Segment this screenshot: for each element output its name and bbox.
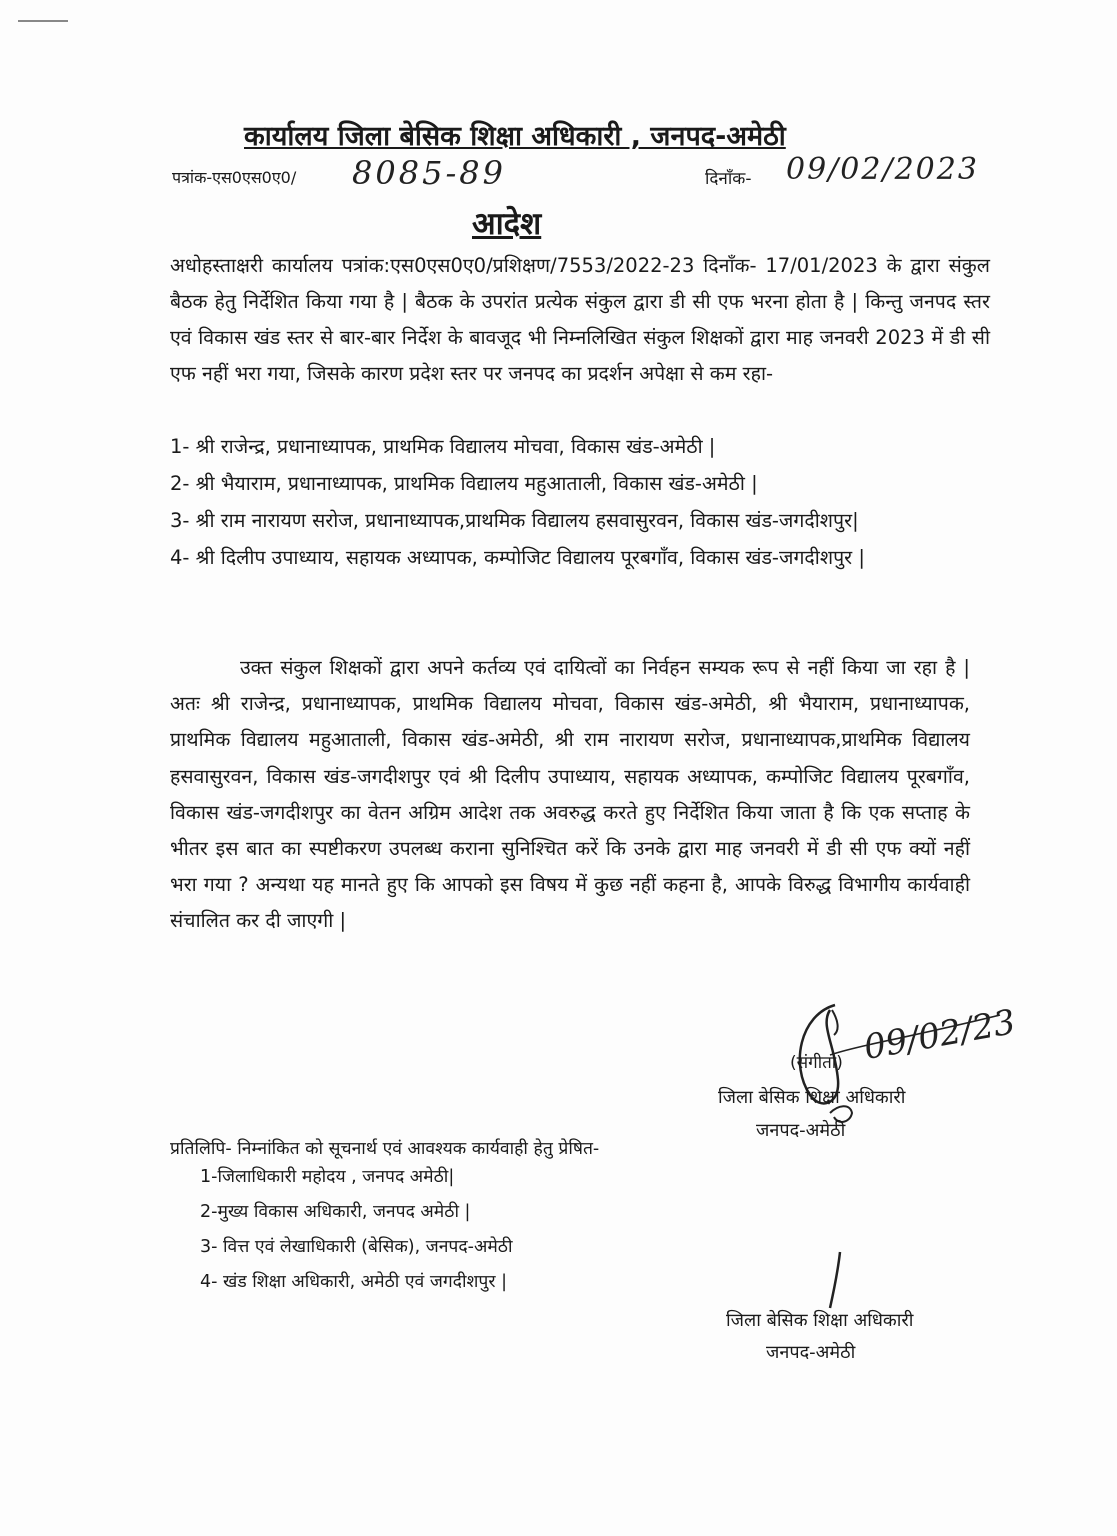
copy-recipient: 3- वित्त एवं लेखाधिकारी (बेसिक), जनपद-अमेठी <box>200 1237 513 1257</box>
signatory-name: (संगीता) <box>790 1053 843 1073</box>
copy-recipient-list <box>200 1160 513 1300</box>
office-title: कार्यालय जिला बेसिक शिक्षा अधिकारी , जनपद-अमेठी <box>244 121 786 152</box>
letter-number-value: 8085-89 <box>352 154 506 192</box>
teacher-item: 2- श्री भैयाराम, प्रधानाध्यापक, प्राथमिक विद्यालय महुआताली, विकास खंड-अमेठी | <box>170 472 758 495</box>
initial-stroke <box>826 1250 846 1310</box>
letter-number-label: पत्रांक-एस0एस0ए0/ <box>172 168 297 187</box>
teacher-item: 4- श्री दिलीप उपाध्याय, सहायक अध्यापक, कम्पोजिट विद्यालय पूरबगाँव, विकास खंड-जगदीशपुर | <box>170 546 865 569</box>
body-paragraph-1: अधोहस्ताक्षरी कार्यालय पत्रांक:एस0एस0ए0/प्रशिक्षण/7553/2022-23 दिनाँक- 17/01/2023 के द्वारा संकुल बैठक हेतु निर्देशित किया गया है | बैठक के उपरांत प्रत्येक संकुल द्वारा डी सी एफ भरना होता है | किन्तु जनपद स्तर एवं विकास खंड स्तर से बार-बार निर्देश के बावजूद भी निम्नलिखित संकुल शिक्षकों द्वारा माह जनवरी 2023 में डी सी एफ नहीं भरा गया, जिसके कारण प्रदेश स्तर पर जनपद का प्रदर्शन अपेक्षा से कम रहा- <box>170 254 990 385</box>
teacher-list <box>170 428 990 576</box>
date-label: दिनाँक- <box>705 169 752 189</box>
copy-recipient: 4- खंड शिक्षा अधिकारी, अमेठी एवं जगदीशपुर | <box>200 1272 507 1292</box>
copy-recipient: 1-जिलाधिकारी महोदय , जनपद अमेठी| <box>200 1167 455 1187</box>
teacher-item: 3- श्री राम नारायण सरोज, प्रधानाध्यापक,प्राथमिक विद्यालय हसवासुरवन, विकास खंड-जगदीशपुर| <box>170 509 859 532</box>
signature-date: 09/02/23 <box>861 1002 1019 1068</box>
date-value: 09/02/2023 <box>786 152 979 187</box>
order-heading: आदेश <box>472 206 542 242</box>
signatory-district: जनपद-अमेठी <box>756 1120 846 1141</box>
copy-recipient: 2-मुख्य विकास अधिकारी, जनपद अमेठी | <box>200 1202 471 1222</box>
signatory-designation: जिला बेसिक शिक्षा अधिकारी <box>718 1087 906 1108</box>
body-paragraph-2: उक्त संकुल शिक्षकों द्वारा अपने कर्तव्य एवं दायित्वों का निर्वहन सम्यक रूप से नहीं किया जा रहा है | अतः श्री राजेन्द्र, प्रधानाध्यापक, प्राथमिक विद्यालय मोचवा, विकास खंड-अमेठी, श्री भैयाराम, प्रधानाध्यापक, प्राथमिक विद्यालय महुआताली, विकास खंड-अमेठी, श्री राम नारायण सरोज, प्रधानाध्यापक,प्राथमिक विद्यालय हसवासुरवन, विकास खंड-जगदीशपुर एवं श्री दिलीप उपाध्याय, सहायक अध्यापक, कम्पोजिट विद्यालय पूरबगाँव, विकास खंड-जगदीशपुर का वेतन अग्रिम आदेश तक अवरुद्ध करते हुए निर्देशित किया जाता है कि एक सप्ताह के भीतर इस बात का स्पष्टीकरण उपलब्ध कराना सुनिश्चित करें कि उनके द्वारा माह जनवरी में डी सी एफ क्यों नहीं भरा गया ? अन्यथा यह मानते हुए कि आपको इस विषय में कुछ नहीं कहना है, आपके विरुद्ध विभागीय कार्यवाही संचालित कर दी जाएगी | <box>170 656 970 933</box>
teacher-item: 1- श्री राजेन्द्र, प्रधानाध्यापक, प्राथमिक विद्यालय मोचवा, विकास खंड-अमेठी | <box>170 435 716 458</box>
corner-mark <box>18 20 68 22</box>
footer-district: जनपद-अमेठी <box>766 1342 856 1363</box>
footer-designation: जिला बेसिक शिक्षा अधिकारी <box>726 1310 914 1331</box>
copy-to-heading: प्रतिलिपि- निम्नांकित को सूचनार्थ एवं आवश्यक कार्यवाही हेतु प्रेषित- <box>170 1139 600 1159</box>
